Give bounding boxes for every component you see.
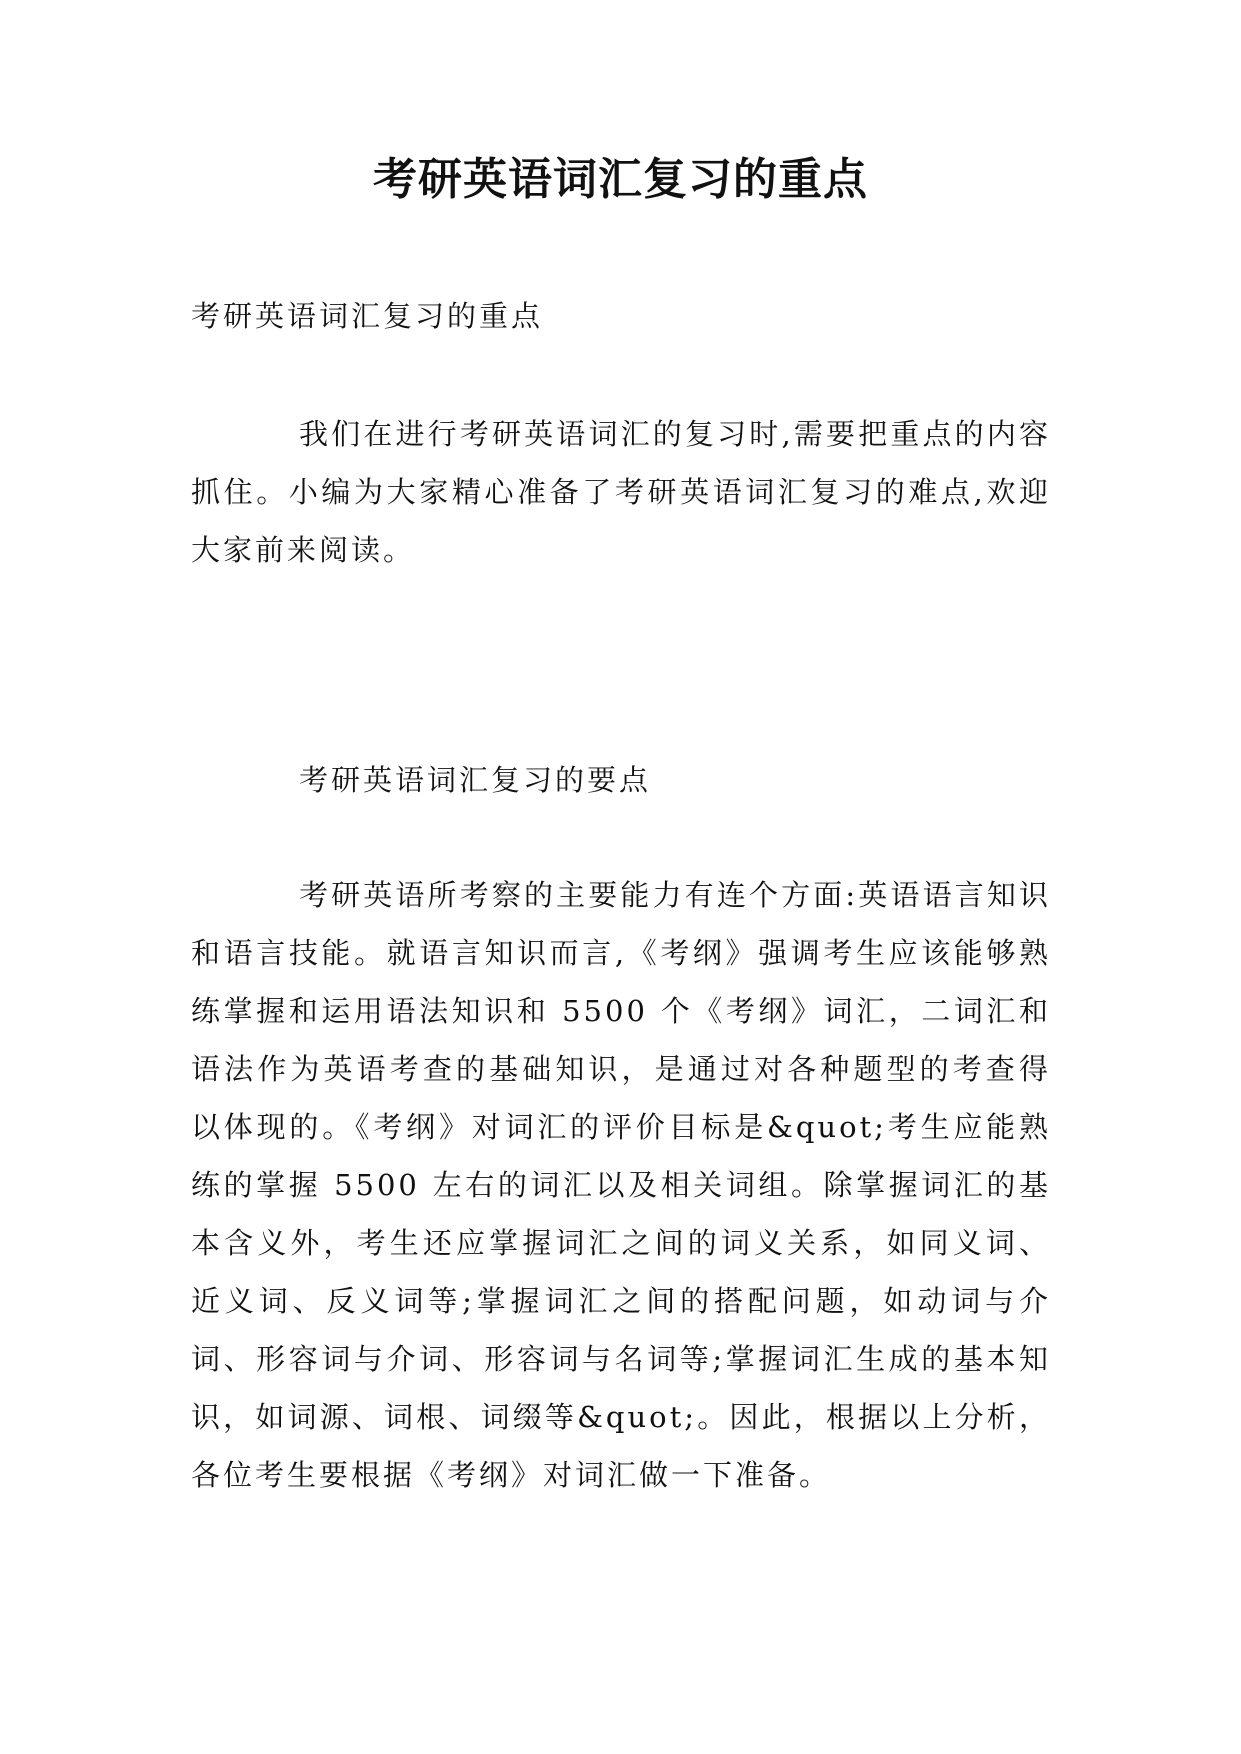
body-paragraph: 考研英语所考察的主要能力有连个方面:英语语言知识和语言技能。就语言知识而言,《考纲》强调考生应该能够熟练掌握和运用语法知识和 5500 个《考纲》词汇，二词汇和语法作为英语考查的基础知识，是通过对各种题型的考查得以体现的。《考纲》对词汇的评价目标是&quot;考生应能熟练的掌握 5500 左右的词汇以及相关词组。除掌握词汇的基本含义外，考生还应掌握词汇之间的词义关系，如同义词、近义词、反义词等;掌握词汇之间的搭配问题，如动词与介词、形容词与介词、形容词与名词等;掌握词汇生成的基本知识，如词源、词根、词缀等&quot;。因此，根据以上分析，各位考生要根据《考纲》对词汇做一下准备。	[191, 878, 1051, 1492]
document-subtitle: 考研英语词汇复习的重点	[191, 299, 544, 333]
section-heading: 考研英语词汇复习的要点	[299, 763, 652, 797]
intro-paragraph: 我们在进行考研英语词汇的复习时,需要把重点的内容抓住。小编为大家精心准备了考研英语词汇复习的难点,欢迎大家前来阅读。	[191, 417, 1051, 567]
document-title: 考研英语词汇复习的重点	[373, 154, 868, 205]
